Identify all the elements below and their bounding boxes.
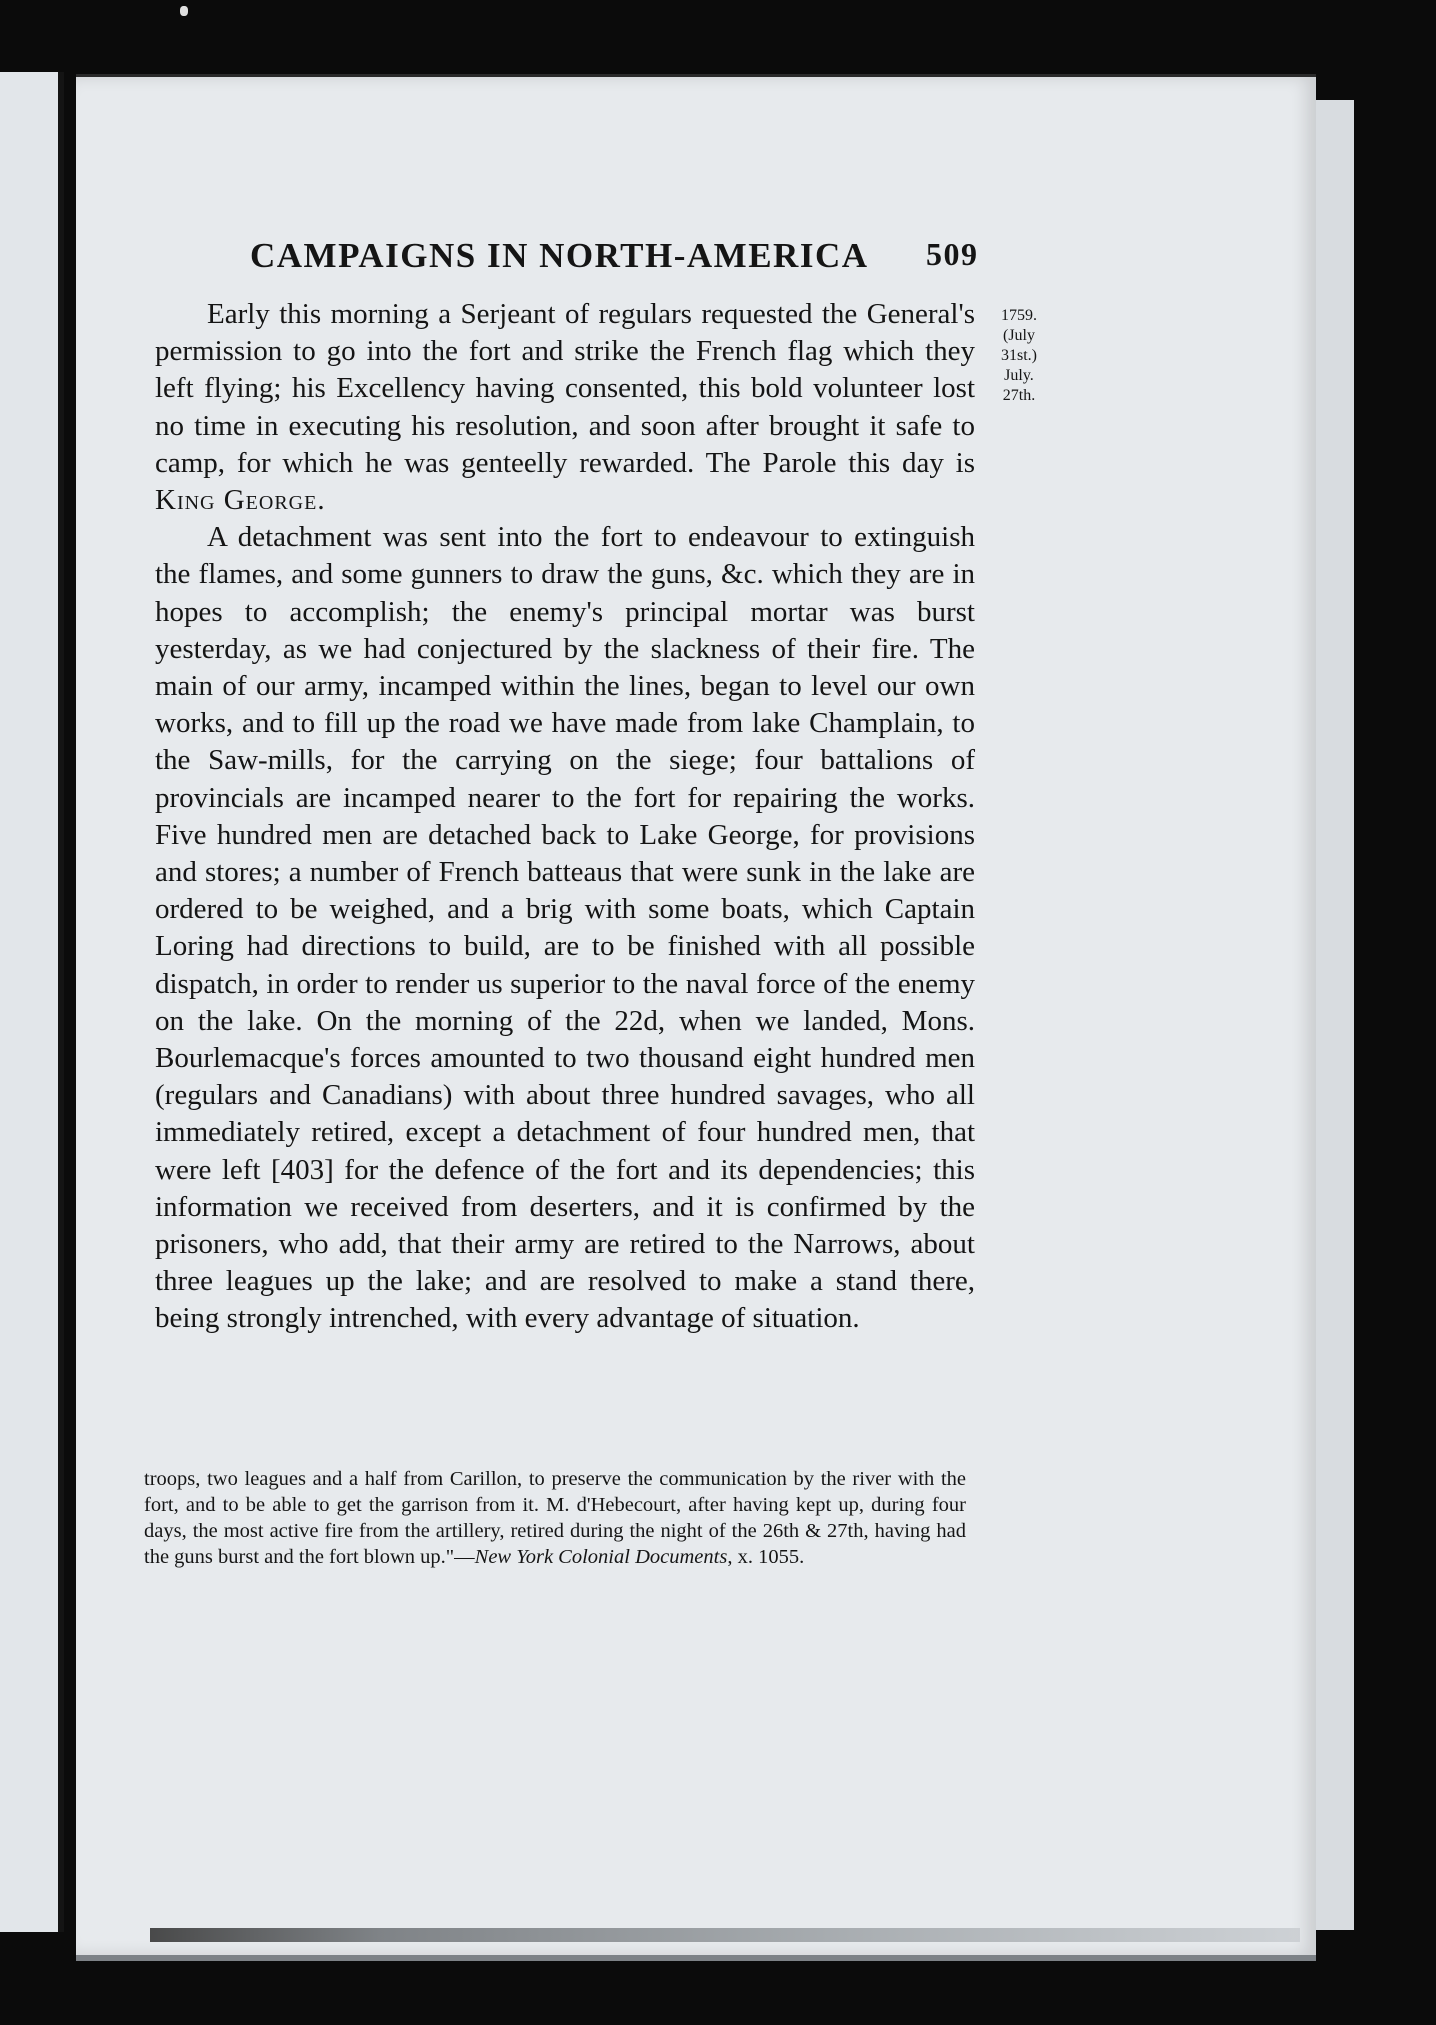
footnote-citation: , x. 1055. bbox=[727, 1546, 805, 1568]
paragraph-1 bbox=[155, 296, 975, 519]
running-title: CAMPAIGNS IN NORTH-AMERICA bbox=[250, 236, 869, 275]
paragraph-2: A detachment was sent into the fort to endeavour to extinguish the flames, and some gunners to draw the guns, &c. which they are in hopes to accomplish; the enemy's principal mortar was burst yesterday, as we had conjectured by the slackness of their fire. The main of our army, incamped within the lines, began to level our own works, and to fill up the road we have made from lake Champlain, to the Saw-mills, for the carrying on the siege; four battalions of provincials are incamped nearer to the fort for repairing the works. Five hundred men are detached back to Lake George, for provisions and stores; a number of French batteaus that were sunk in the lake are ordered to be weighed, and a brig with some boats, which Captain Loring had directions to build, are to be finished with all possible dispatch, in order to render us superior to the naval force of the enemy on the lake. On the morning of the 22d, when we landed, Mons. Bourlemacque's forces amounted to two thousand eight hundred men (regulars and Canadians) with about three hundred savages, who all immediately retired, except a detachment of four hundred men, that were left [403] for the defence of the fort and its dependencies; this information we received from deserters, and it is confirmed by the prisoners, who add, that their army are retired to the Narrows, about three leagues up the lake; and are resolved to make a stand there, being strongly intrenched, with every advantage of situation. bbox=[155, 521, 975, 1335]
margin-year: 1759. bbox=[1001, 307, 1037, 324]
margin-date-note bbox=[984, 306, 1054, 406]
previous-page-edge bbox=[0, 72, 64, 1932]
main-text bbox=[155, 296, 975, 1338]
footnote-text: troops, two leagues and a half from Carillon, to preserve the communication by the river with the fort, and to be able to get the garrison from it. M. d'Hebecourt, after having kept up, during four days, the most active fire from the artillery, retired during the night of the 26th & 27th, having had the guns burst and the fort blown up."— bbox=[144, 1468, 966, 1568]
running-header bbox=[250, 236, 990, 276]
margin-day: 27th. bbox=[1002, 387, 1036, 404]
margin-month: July. bbox=[1004, 367, 1034, 384]
parole-word: King George bbox=[155, 484, 318, 517]
footnote-source: New York Colonial Documents bbox=[474, 1546, 728, 1568]
paragraph-1-end: . bbox=[317, 484, 325, 517]
page-bottom-shadow bbox=[150, 1928, 1300, 1942]
scan-speck bbox=[180, 6, 188, 16]
page-number: 509 bbox=[926, 236, 979, 272]
paragraph-1-text: Early this morning a Serjeant of regulars requested the General's permission to go into the fort and strike the French flag which they left flying; his Excellency having consented, this bold volunteer lost no time in executing his resolution, and soon after brought it safe to camp, for which he was genteelly rewarded. The Parole this day is bbox=[155, 298, 975, 479]
footnote bbox=[144, 1466, 966, 1570]
margin-date-paren: (July 31st.) bbox=[1001, 327, 1037, 364]
